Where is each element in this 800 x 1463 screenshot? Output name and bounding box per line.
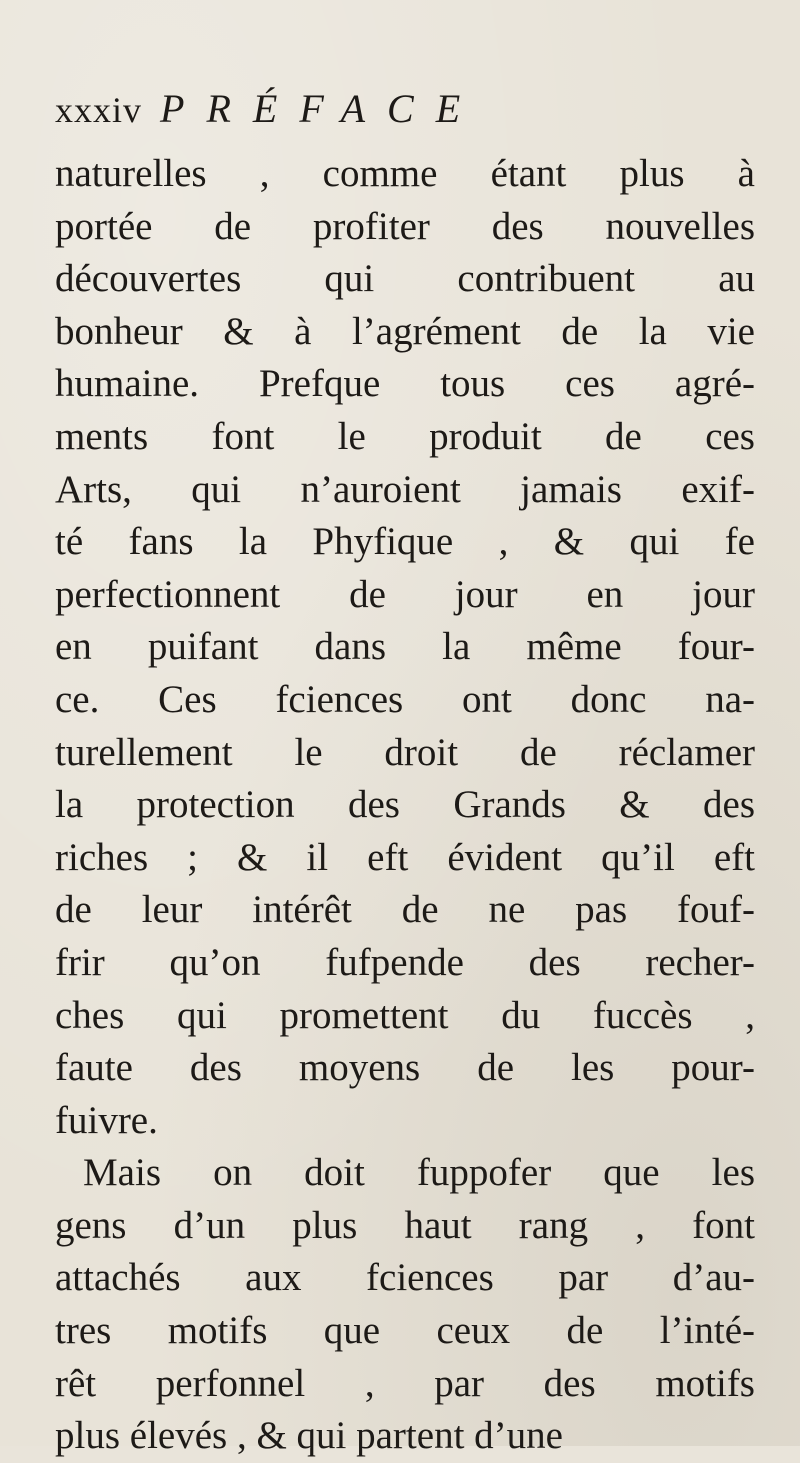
text-line: Mais on doit fuppofer que les — [83, 1151, 755, 1195]
page-number: xxxiv — [55, 90, 143, 130]
text-line: découvertes qui contribuent au — [55, 257, 755, 301]
body-text — [55, 148, 755, 1463]
text-line: ments font le produit de ces — [55, 414, 755, 458]
text-line: attachés aux fciences par d’au- — [55, 1256, 755, 1300]
text-line: Arts, qui n’auroient jamais exif- — [55, 467, 755, 511]
text-line: la protection des Grands & des — [55, 783, 755, 827]
text-line: fuivre. — [55, 1098, 158, 1142]
text-line: perfectionnent de jour en jour — [55, 572, 755, 616]
text-line: humaine. Prefque tous ces agré- — [55, 362, 755, 406]
text-line: de leur intérêt de ne pas fouf- — [55, 888, 755, 932]
text-line: naturelles , comme étant plus à — [55, 152, 755, 195]
text-line: ches qui promettent du fuccès , — [55, 993, 755, 1037]
text-line: riches ; & il eft évident qu’il eft — [55, 835, 755, 879]
text-line: té fans la Phyfique , & qui fe — [55, 520, 755, 564]
text-line: plus élevés , & qui partent d’une — [55, 1414, 563, 1458]
text-line: frir qu’on fufpende des recher- — [55, 940, 755, 984]
running-title: PRÉFACE — [160, 86, 483, 131]
text-line: portée de profiter des nouvelles — [55, 204, 755, 248]
text-line: en puifant dans la même four- — [55, 625, 755, 669]
text-line: rêt perfonnel , par des motifs — [55, 1361, 755, 1405]
text-line: tres motifs que ceux de l’inté- — [55, 1309, 755, 1353]
text-line: gens d’un plus haut rang , font — [55, 1203, 755, 1247]
text-line: bonheur & à l’agrément de la vie — [55, 309, 755, 353]
text-line: ce. Ces fciences ont donc na- — [55, 677, 755, 721]
text-line: turellement le droit de réclamer — [55, 730, 755, 774]
text-line: faute des moyens de les pour- — [55, 1046, 755, 1090]
page-header — [55, 85, 482, 145]
